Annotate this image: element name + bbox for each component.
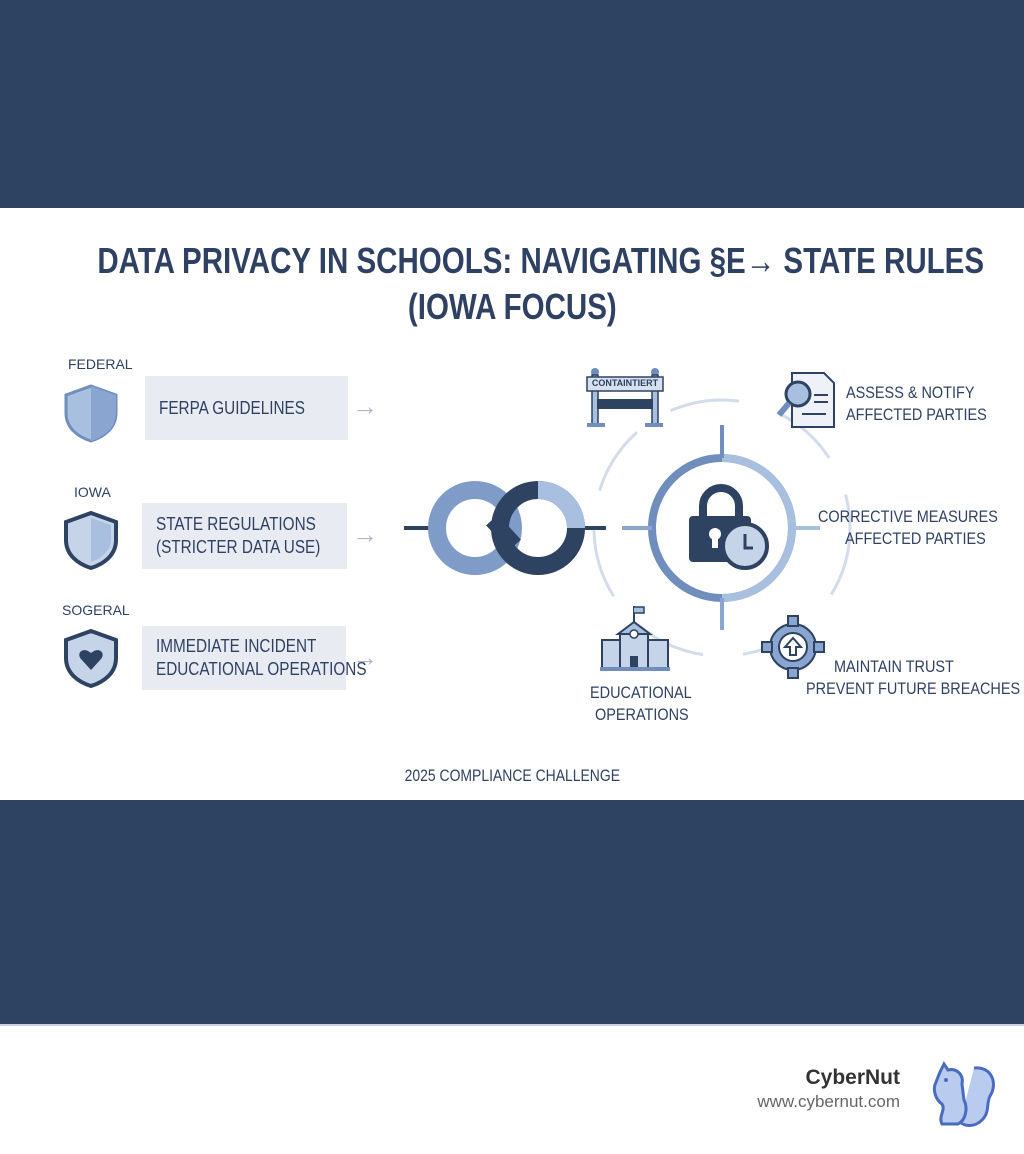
assess-text: ASSESS & NOTIFY AFFECTED PARTIES [846,383,987,424]
arrow-icon: → [352,391,378,421]
education-text: EDUCATIONAL OPERATIONS [590,683,692,724]
barrier-icon [585,367,665,429]
bottom-banner [0,800,1024,1024]
sogeral-label: SOGERAL [62,602,130,618]
squirrel-logo-icon [930,1060,1000,1132]
brand-name: CyberNut [805,1066,900,1089]
iowa-label: IOWA [74,484,111,500]
title-line-1: DATA PRIVACY IN SCHOOLS: NAVIGATING §E→ STATE RULES [97,240,985,281]
divider [0,1024,1024,1026]
chain-link-icon [400,470,610,590]
document-search-icon [776,370,838,430]
state-regulations-box: STATE REGULATIONS (STRICTER DATA USE) [142,503,347,569]
brand-url[interactable]: www.cybernut.com [757,1092,900,1111]
ferpa-box: FERPA GUIDELINES [145,376,348,440]
incident-box: IMMEDIATE INCIDENT EDUCATIONAL OPERATIONS [142,626,346,690]
federal-label: FEDERAL [68,356,133,372]
arrow-icon: → [352,642,378,672]
shield-icon [62,510,120,570]
lock-clock-icon [685,482,775,572]
title-line-2: (IOWA FOCUS) [407,286,617,327]
corrective-text: CORRECTIVE MEASURES AFFECTED PARTIES [818,507,998,548]
top-banner [0,0,1024,208]
brand-block [757,1066,900,1112]
trust-text: MAINTAIN TRUST PREVENT FUTURE BREACHES [806,657,1021,698]
shield-heart-icon [62,628,120,690]
containment-sign: CONTAINTIERT [591,378,659,388]
shield-icon [62,383,120,443]
arrow-icon: → [352,519,378,549]
school-building-icon [600,604,672,672]
caption: 2025 COMPLIANCE CHALLENGE [404,766,620,785]
